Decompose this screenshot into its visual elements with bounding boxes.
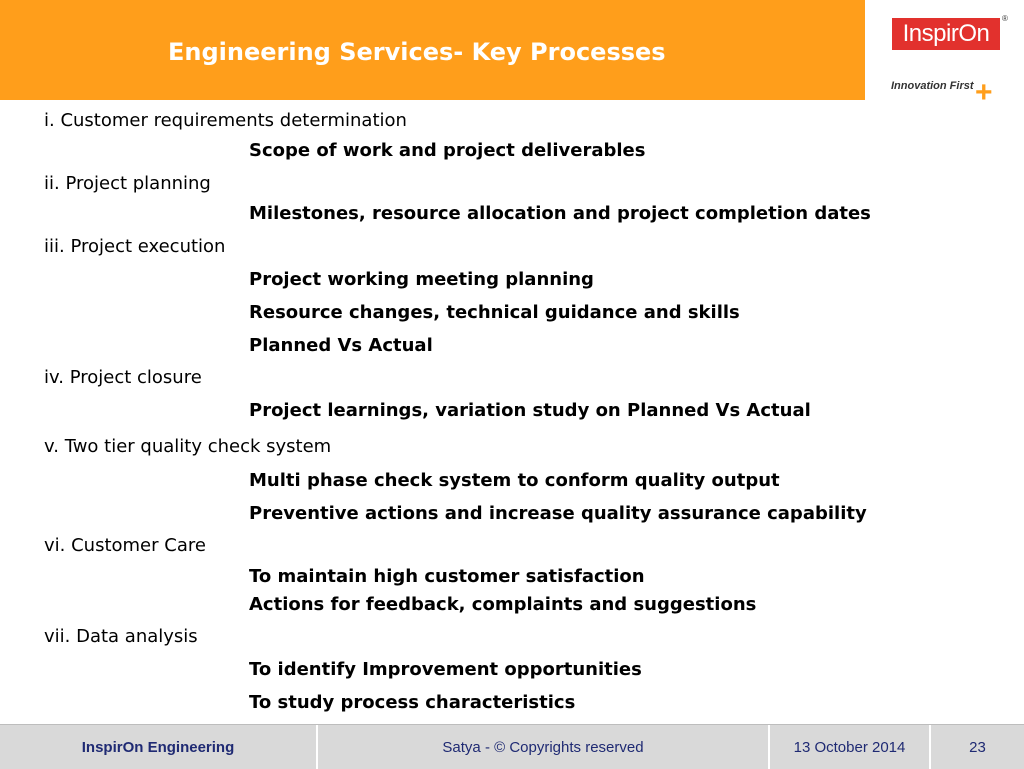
section-heading: ii. Project planning [44,173,211,194]
section-detail: Planned Vs Actual [249,335,433,356]
section-detail: Project working meeting planning [249,269,594,290]
section-detail: Milestones, resource allocation and project completion dates [249,203,871,224]
slide-footer [0,724,1024,769]
footer-company: InspirOn Engineering [0,725,318,769]
registered-mark: ® [1002,14,1008,23]
section-detail: Preventive actions and increase quality assurance capability [249,503,867,524]
section-detail: To identify Improvement opportunities [249,659,642,680]
section-detail: Project learnings, variation study on Planned Vs Actual [249,400,811,421]
section-detail: Scope of work and project deliverables [249,140,646,161]
footer-date: 13 October 2014 [770,725,931,769]
section-detail: To study process characteristics [249,692,576,713]
section-heading: iv. Project closure [44,367,202,388]
section-heading: v. Two tier quality check system [44,436,332,457]
section-detail: Actions for feedback, complaints and suggestions [249,594,757,615]
section-heading: iii. Project execution [44,236,226,257]
section-detail: Resource changes, technical guidance and skills [249,302,740,323]
footer-page-number: 23 [969,738,986,756]
plus-icon: + [975,76,993,109]
footer-copyright: Satya - © Copyrights reserved [318,725,770,769]
section-heading: vii. Data analysis [44,626,198,647]
logo-tagline: Innovation First [891,80,974,92]
section-heading: i. Customer requirements determination [44,110,407,131]
logo-wordmark: InspirOn [892,18,1000,50]
section-detail: Multi phase check system to conform quality output [249,470,780,491]
section-detail: To maintain high customer satisfaction [249,566,645,587]
section-heading: vi. Customer Care [44,535,206,556]
slide-title: Engineering Services- Key Processes [168,38,666,66]
